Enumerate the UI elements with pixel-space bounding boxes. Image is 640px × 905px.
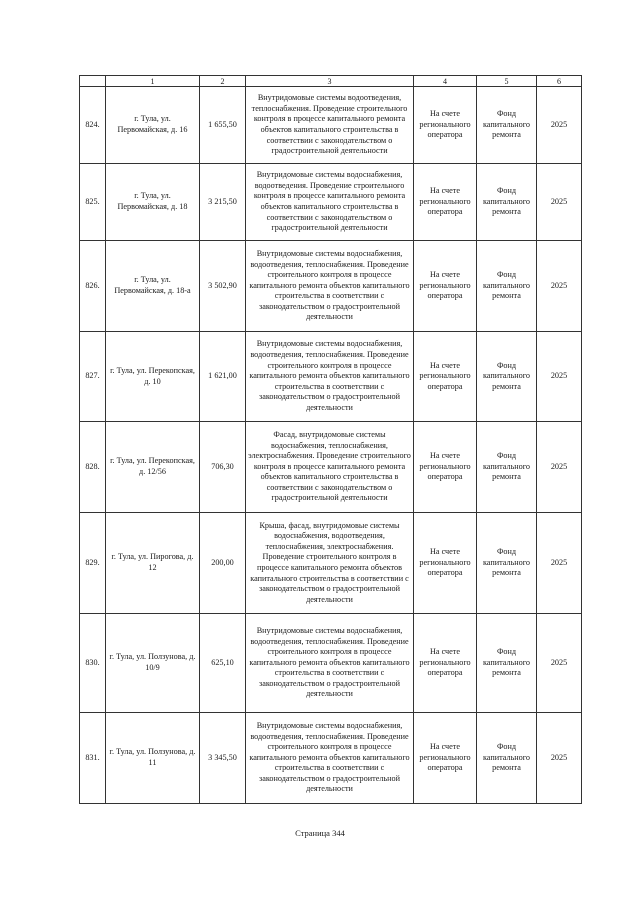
header-cell: 1: [106, 76, 200, 87]
area-cell: 3 502,90: [200, 241, 246, 332]
year-cell: 2025: [537, 713, 582, 804]
table-row: [80, 241, 582, 332]
address-cell: г. Тула, ул. Ползунова, д. 11: [106, 713, 200, 804]
address-cell: г. Тула, ул. Первомайская, д. 16: [106, 87, 200, 164]
works-cell: Внутридомовые системы водоснабжения, водоотведения. Проведение строительного контроля в процессе капитального ремонта объектов капитального строительства в соответствии с законодательством о градостроительной деятельности: [246, 164, 414, 241]
header-cell: 5: [477, 76, 537, 87]
row-number: 824.: [80, 87, 106, 164]
fund-cell: Фонд капитального ремонта: [477, 241, 537, 332]
works-cell: Внутридомовые системы водоснабжения, водоотведения, теплоснабжения. Проведение строительного контроля в процессе капитального ремонта объектов капитального строительства в соответствии с законодательством о градостроительной деятельности: [246, 614, 414, 713]
address-cell: г. Тула, ул. Первомайская, д. 18: [106, 164, 200, 241]
row-number: 831.: [80, 713, 106, 804]
year-cell: 2025: [537, 87, 582, 164]
table-row: [80, 87, 582, 164]
works-cell: Внутридомовые системы водоотведения, теплоснабжения. Проведение строительного контроля в процессе капитального ремонта объектов капитального строительства в соответствии с законодательством о градостроительной деятельности: [246, 87, 414, 164]
address-cell: г. Тула, ул. Пирогова, д. 12: [106, 513, 200, 614]
row-number: 830.: [80, 614, 106, 713]
table-row: [80, 164, 582, 241]
fund-cell: Фонд капитального ремонта: [477, 164, 537, 241]
source-cell: На счете регионального оператора: [414, 241, 477, 332]
address-cell: г. Тула, ул. Перекопская, д. 10: [106, 332, 200, 422]
year-cell: 2025: [537, 164, 582, 241]
source-cell: На счете регионального оператора: [414, 332, 477, 422]
works-cell: Крыша, фасад, внутридомовые системы водоснабжения, водоотведения, теплоснабжения, электроснабжения. Проведение строительного контроля в процессе капитального ремонта объектов капитального строительства в соответствии с законодательством о градостроительной деятельности: [246, 513, 414, 614]
works-cell: Фасад, внутридомовые системы водоснабжения, теплоснабжения, электроснабжения. Проведение строительного контроля в процессе капитального ремонта объектов капитального строительства в соответствии с законодательством о градостроительной деятельности: [246, 422, 414, 513]
fund-cell: Фонд капитального ремонта: [477, 87, 537, 164]
table-row: [80, 513, 582, 614]
area-cell: 3 215,50: [200, 164, 246, 241]
address-cell: г. Тула, ул. Перекопская, д. 12/56: [106, 422, 200, 513]
table-row: [80, 614, 582, 713]
header-cell: 2: [200, 76, 246, 87]
source-cell: На счете регионального оператора: [414, 87, 477, 164]
row-number: 826.: [80, 241, 106, 332]
repair-schedule-table: [79, 75, 582, 804]
area-cell: 200,00: [200, 513, 246, 614]
row-number: 825.: [80, 164, 106, 241]
year-cell: 2025: [537, 513, 582, 614]
area-cell: 1 655,50: [200, 87, 246, 164]
source-cell: На счете регионального оператора: [414, 164, 477, 241]
source-cell: На счете регионального оператора: [414, 614, 477, 713]
row-number: 827.: [80, 332, 106, 422]
header-cell: 6: [537, 76, 582, 87]
area-cell: 1 621,00: [200, 332, 246, 422]
year-cell: 2025: [537, 332, 582, 422]
table-row: [80, 422, 582, 513]
works-cell: Внутридомовые системы водоснабжения, водоотведения, теплоснабжения. Проведение строительного контроля в процессе капитального ремонта объектов капитального строительства в соответствии с законодательством о градостроительной деятельности: [246, 241, 414, 332]
area-cell: 625,10: [200, 614, 246, 713]
fund-cell: Фонд капитального ремонта: [477, 422, 537, 513]
fund-cell: Фонд капитального ремонта: [477, 614, 537, 713]
source-cell: На счете регионального оператора: [414, 513, 477, 614]
fund-cell: Фонд капитального ремонта: [477, 513, 537, 614]
header-cell: 4: [414, 76, 477, 87]
source-cell: На счете регионального оператора: [414, 713, 477, 804]
header-cell-blank: [80, 76, 106, 87]
address-cell: г. Тула, ул. Ползунова, д. 10/9: [106, 614, 200, 713]
row-number: 828.: [80, 422, 106, 513]
page-number: Страница 344: [295, 828, 345, 838]
table-row: [80, 713, 582, 804]
table-row: [80, 332, 582, 422]
source-cell: На счете регионального оператора: [414, 422, 477, 513]
row-number: 829.: [80, 513, 106, 614]
area-cell: 706,30: [200, 422, 246, 513]
year-cell: 2025: [537, 422, 582, 513]
header-cell: 3: [246, 76, 414, 87]
year-cell: 2025: [537, 241, 582, 332]
works-cell: Внутридомовые системы водоснабжения, водоотведения, теплоснабжения. Проведение строительного контроля в процессе капитального ремонта объектов капитального строительства в соответствии с законодательством о градостроительной деятельности: [246, 332, 414, 422]
year-cell: 2025: [537, 614, 582, 713]
fund-cell: Фонд капитального ремонта: [477, 713, 537, 804]
works-cell: Внутридомовые системы водоснабжения, водоотведения, теплоснабжения. Проведение строительного контроля в процессе капитального ремонта объектов капитального строительства в соответствии с законодательством о градостроительной деятельности: [246, 713, 414, 804]
address-cell: г. Тула, ул. Первомайская, д. 18-а: [106, 241, 200, 332]
header-row: [80, 76, 582, 87]
area-cell: 3 345,50: [200, 713, 246, 804]
fund-cell: Фонд капитального ремонта: [477, 332, 537, 422]
